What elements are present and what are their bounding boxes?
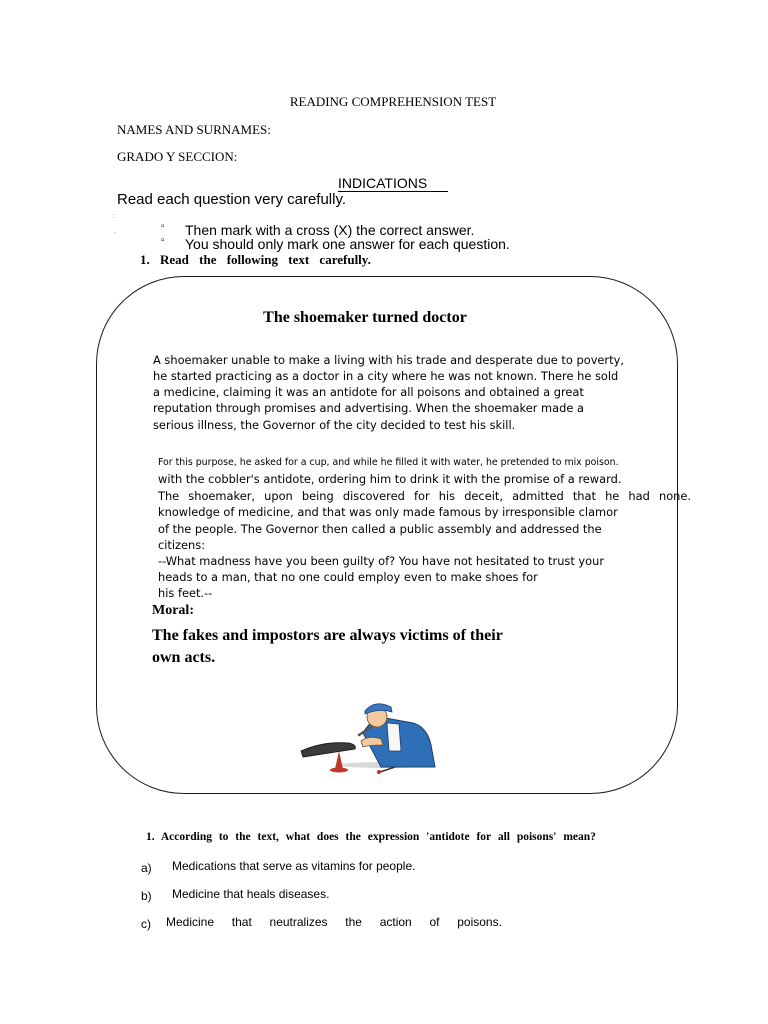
option-word: neutralizes xyxy=(269,915,328,929)
moral-label: Moral: xyxy=(152,603,194,618)
grade-field-label: GRADO Y SECCION: xyxy=(117,149,238,164)
moral-text: The fakes and impostors are always victims of their xyxy=(152,627,503,644)
story-line: For this purpose, he asked for a cup, and while he filled it with water, he pretended to mix poison. xyxy=(158,457,619,468)
shirt xyxy=(387,723,401,751)
option-word: the xyxy=(345,915,362,929)
bullet-text: Then mark with a cross (X) the correct answer. xyxy=(185,222,475,238)
answer-option-b[interactable] xyxy=(141,887,330,905)
option-word: that xyxy=(231,915,252,929)
stand-base xyxy=(330,768,348,773)
square-bullet-icon: ▫ xyxy=(161,221,165,232)
story-line: heads to a man, that no one could employ even to make shoes for xyxy=(158,570,538,584)
option-word: of xyxy=(429,915,440,929)
question-prompt xyxy=(146,831,596,843)
last-stand xyxy=(335,751,343,769)
shoemaker-illustration xyxy=(295,697,445,782)
option-letter: c) xyxy=(141,917,151,931)
indications-underline xyxy=(338,191,448,192)
story-line: The shoemaker, upon being discovered for his deceit, admitted that he had none. xyxy=(158,489,692,503)
instruction-text: Read the following text carefully. xyxy=(160,252,371,267)
option-text: Medicine that heals diseases. xyxy=(172,887,330,901)
indications-heading: INDICATIONS xyxy=(338,175,428,191)
option-letter: b) xyxy=(141,889,152,903)
option-word: poisons. xyxy=(457,915,502,929)
reading-instruction xyxy=(140,252,371,268)
page-title: READING COMPREHENSION TEST xyxy=(289,94,497,109)
bullet-text: You should only mark one answer for each question. xyxy=(185,236,510,252)
question-text: According to the text, what does the expression 'antidote for all poisons' mean? xyxy=(160,831,596,843)
story-line: knowledge of medicine, and that was only made famous by irresponsible clamor xyxy=(158,505,618,519)
tool-handle xyxy=(377,770,381,774)
story-line: citizens: xyxy=(158,538,206,552)
story-line: he started practicing as a doctor in a city where he was not known. There he sold xyxy=(153,369,619,383)
story-line: A shoemaker unable to make a living with his trade and desperate due to poverty, xyxy=(153,353,624,367)
instruction-number: 1. xyxy=(140,252,150,267)
indications-intro: Read each question very carefully. xyxy=(117,191,347,208)
option-letter: a) xyxy=(141,861,152,875)
answer-option-c[interactable] xyxy=(141,915,502,933)
story-line: serious illness, the Governor of the city decided to test his skill. xyxy=(153,418,516,432)
option-text xyxy=(166,915,502,929)
moral-text: own acts. xyxy=(152,649,216,666)
names-field-label: NAMES AND SURNAMES: xyxy=(117,122,271,137)
story-line: with the cobbler's antidote, ordering him to drink it with the promise of a reward. xyxy=(158,472,622,486)
option-word: action xyxy=(379,915,412,929)
square-bullet-icon: ▫ xyxy=(161,235,165,246)
story-line: --What madness have you been guilty of? You have not hesitated to trust your xyxy=(158,554,605,568)
story-line: of the people. The Governor then called a public assembly and addressed the xyxy=(158,522,602,536)
story-title: The shoemaker turned doctor xyxy=(263,309,467,326)
option-word: Medicine xyxy=(166,915,215,929)
shoe-on-last xyxy=(301,743,355,757)
story-line: a medicine, claiming it was an antidote for all poisons and obtained a great xyxy=(153,385,584,399)
question-number: 1. xyxy=(146,831,155,843)
margin-mark: : xyxy=(113,213,115,220)
story-line: reputation through promises and advertising. When the shoemaker made a xyxy=(153,401,584,415)
answer-option-a[interactable] xyxy=(141,859,416,877)
story-line: his feet.-- xyxy=(158,586,213,600)
option-text: Medications that serve as vitamins for people. xyxy=(172,859,416,873)
margin-mark: . xyxy=(114,228,116,235)
